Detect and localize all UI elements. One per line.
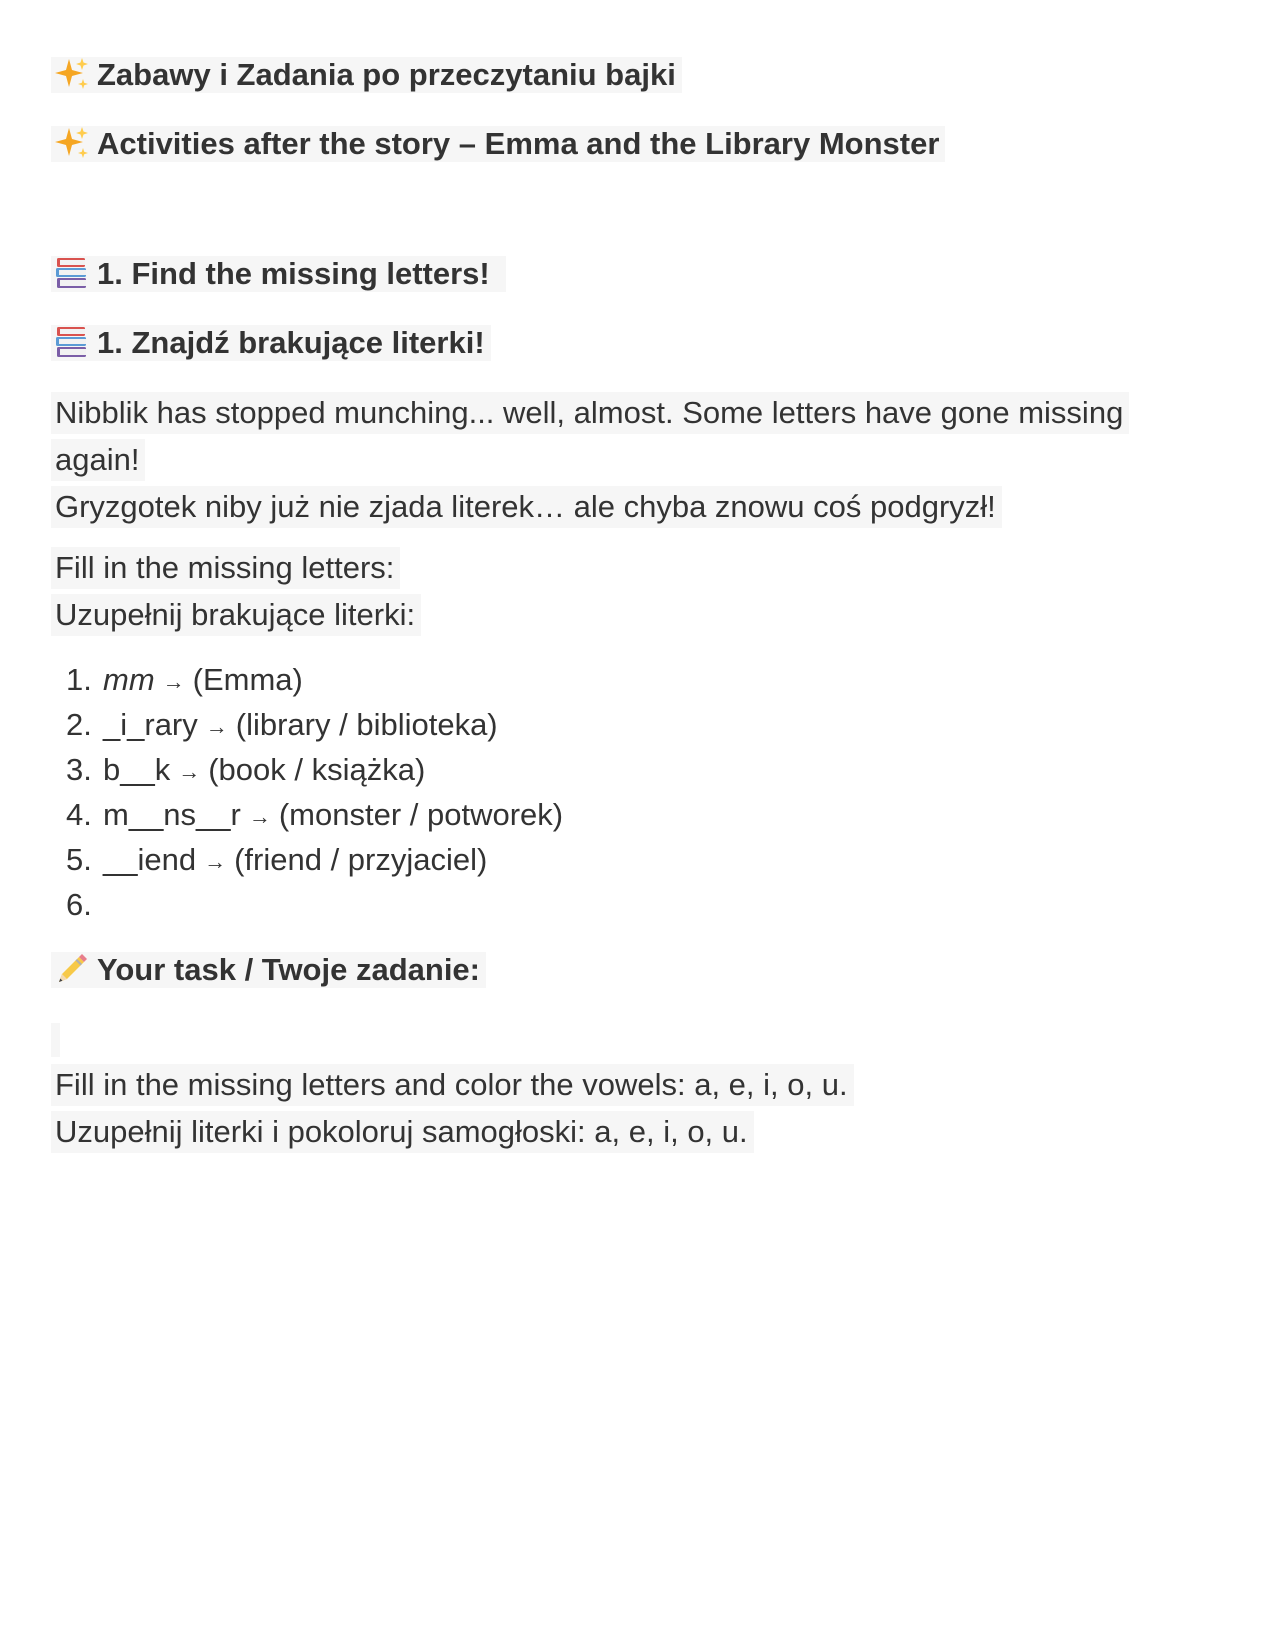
list-item-hint: (Emma) [192, 662, 303, 697]
list-item-hint: (library / biblioteka) [235, 707, 498, 742]
list-item-number: 5. [66, 842, 92, 877]
section-heading-polish-text: 1. Znajdź brakujące literki! [97, 325, 485, 360]
arrow-icon: → [178, 759, 201, 784]
empty-line [51, 1023, 60, 1057]
arrow-icon: → [205, 714, 228, 739]
arrow-icon: → [162, 669, 185, 694]
arrow-icon: → [204, 849, 227, 874]
list-item [0, 792, 563, 837]
sparkles-icon [55, 126, 89, 160]
books-icon [55, 325, 89, 359]
task-text-english: Fill in the missing letters and color the vowels: a, e, i, o, u. [51, 1064, 854, 1106]
section-heading-polish [51, 325, 491, 361]
list-item [0, 657, 563, 702]
sparkles-icon [55, 57, 89, 91]
list-item-number: 1. [66, 662, 92, 697]
list-item-word: b__k [103, 752, 171, 787]
missing-letters-list [0, 657, 563, 927]
intro-paragraph [51, 389, 1176, 530]
list-item-word: _i_rary [103, 707, 198, 742]
list-item [0, 882, 563, 927]
arrow-icon: → [248, 804, 271, 829]
intro-text-english: Nibblik has stopped munching... well, almost. Some letters have gone missing again! [51, 392, 1129, 481]
list-item-number: 2. [66, 707, 92, 742]
section-heading-english [51, 256, 506, 292]
list-item [0, 747, 563, 792]
section-heading-english-text: 1. Find the missing letters! [97, 256, 490, 291]
fill-instruction [51, 544, 1221, 638]
task-text-polish: Uzupełnij literki i pokoloruj samogłoski: a, e, i, o, u. [51, 1111, 754, 1153]
list-item-word: __iend [103, 842, 197, 877]
list-item-word: m__ns__r [103, 797, 241, 832]
list-item-number: 3. [66, 752, 92, 787]
title-polish-text: Zabawy i Zadania po przeczytaniu bajki [97, 57, 676, 92]
list-item-hint: (monster / potworek) [278, 797, 564, 832]
title-english-text: Activities after the story – Emma and the Library Monster [97, 126, 940, 161]
list-item-number: 4. [66, 797, 92, 832]
title-english [51, 126, 945, 162]
fill-instruction-english: Fill in the missing letters: [51, 547, 400, 589]
title-polish [51, 57, 682, 93]
intro-text-polish: Gryzgotek niby już nie zjada literek… ale chyba znowu coś podgryzł! [51, 486, 1002, 528]
list-item-hint: (book / książka) [208, 752, 426, 787]
books-icon [55, 256, 89, 290]
fill-instruction-polish: Uzupełnij brakujące literki: [51, 594, 421, 636]
list-item-hint: (friend / przyjaciel) [234, 842, 488, 877]
list-item [0, 837, 563, 882]
list-item-number: 6. [66, 887, 92, 922]
task-paragraph [51, 1061, 1221, 1155]
task-heading [51, 952, 486, 988]
pencil-icon [55, 952, 89, 986]
task-heading-text: Your task / Twoje zadanie: [97, 952, 480, 987]
list-item-word: mm [103, 662, 155, 697]
list-item [0, 702, 563, 747]
